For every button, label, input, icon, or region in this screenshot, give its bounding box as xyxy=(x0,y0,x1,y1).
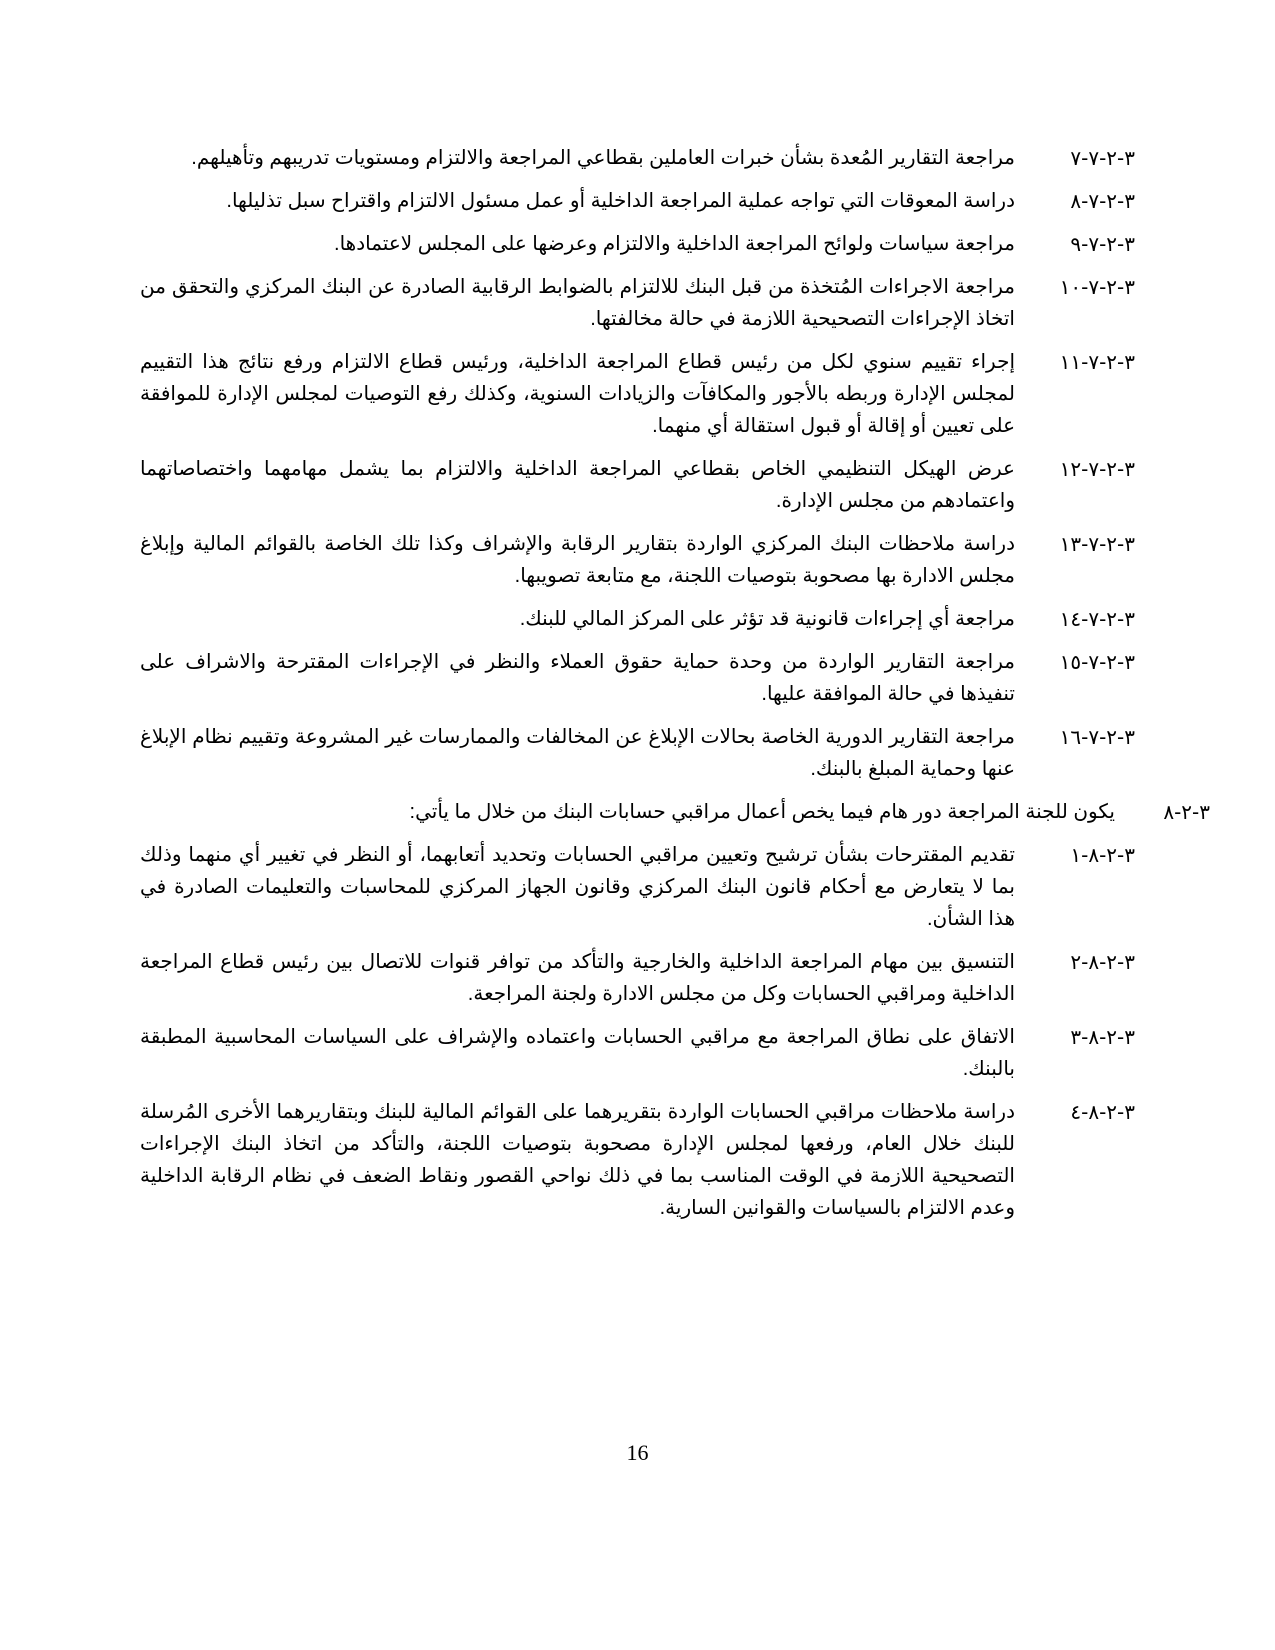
item-number: ٣-٢-٨-٣ xyxy=(1070,1025,1135,1049)
item-text: عرض الهيكل التنظيمي الخاص بقطاعي المراجعة الداخلية والالتزام بما يشمل مهامهما واختصاصاتهما واعتمادهم من مجلس الإدارة. xyxy=(140,458,1015,512)
item-number: ٣-٢-٨-٤ xyxy=(1070,1100,1135,1124)
item-number: ٣-٢-٨-١ xyxy=(1070,843,1135,867)
sub-item xyxy=(140,1096,1135,1224)
item-text: التنسيق بين مهام المراجعة الداخلية والخارجية والتأكد من توافر قنوات للاتصال بين رئيس قطاع المراجعة الداخلية ومراقبي الحسابات وكل من مجلس الادارة ولجنة المراجعة. xyxy=(140,951,1015,1005)
sub-item xyxy=(140,271,1135,335)
sub-item xyxy=(140,721,1135,785)
sub-item xyxy=(140,839,1135,935)
item-text: يكون للجنة المراجعة دور هام فيما يخص أعمال مراقبي حسابات البنك من خلال ما يأتي: xyxy=(409,801,1115,823)
item-number: ٣-٢-٧-١٢ xyxy=(1059,457,1135,481)
sub-item xyxy=(140,228,1135,260)
sub-item xyxy=(140,646,1135,710)
sub-item xyxy=(140,346,1135,442)
item-number: ٣-٢-٧-١٠ xyxy=(1059,275,1135,299)
item-text: مراجعة التقارير المُعدة بشأن خبرات العاملين بقطاعي المراجعة والالتزام ومستويات تدريبهم وتأهيلهم. xyxy=(191,147,1015,169)
item-text: تقديم المقترحات بشأن ترشيح وتعيين مراقبي الحسابات وتحديد أتعابهما، أو النظر في تغيير أي منهما وذلك بما لا يتعارض مع أحكام قانون البنك المركزي وقانون الجهاز المركزي للمحاسبات والتعليمات الصادرة في هذا الشأن. xyxy=(140,844,1015,930)
section-item xyxy=(140,796,1210,828)
sub-item xyxy=(140,453,1135,517)
item-text: مراجعة التقارير الدورية الخاصة بحالات الإبلاغ عن المخالفات والممارسات غير المشروعة وتقييم نظام الإبلاغ عنها وحماية المبلغ بالبنك. xyxy=(140,726,1015,780)
item-number: ٣-٢-٧-١٥ xyxy=(1059,650,1135,674)
item-text: مراجعة أي إجراءات قانونية قد تؤثر على المركز المالي للبنك. xyxy=(519,608,1015,630)
item-text: الاتفاق على نطاق المراجعة مع مراقبي الحسابات واعتماده والإشراف على السياسات المحاسبية المطبقة بالبنك. xyxy=(140,1026,1015,1080)
sub-item xyxy=(140,185,1135,217)
sub-item xyxy=(140,142,1135,174)
item-text: مراجعة سياسات ولوائح المراجعة الداخلية والالتزام وعرضها على المجلس لاعتمادها. xyxy=(334,233,1015,255)
sub-item xyxy=(140,528,1135,592)
item-number: ٣-٢-٧-١١ xyxy=(1059,350,1135,374)
item-number: ٣-٢-٨ xyxy=(1163,800,1210,824)
document-body xyxy=(140,142,1210,1235)
item-text: مراجعة الاجراءات المُتخذة من قبل البنك للالتزام بالضوابط الرقابية الصادرة عن البنك المركزي والتحقق من اتخاذ الإجراءات التصحيحية اللازمة في حالة مخالفتها. xyxy=(140,276,1015,330)
page-number: 16 xyxy=(626,1440,649,1465)
item-text: دراسة ملاحظات البنك المركزي الواردة بتقارير الرقابة والإشراف وكذا تلك الخاصة بالقوائم المالية وإبلاغ مجلس الادارة بها مصحوبة بتوصيات اللجنة، مع متابعة تصويبها. xyxy=(140,533,1015,587)
item-number: ٣-٢-٧-٩ xyxy=(1070,232,1135,256)
item-text: إجراء تقييم سنوي لكل من رئيس قطاع المراجعة الداخلية، ورئيس قطاع الالتزام ورفع نتائج هذا التقييم لمجلس الإدارة وربطه بالأجور والمكافآت والزيادات السنوية، وكذلك رفع التوصيات لمجلس الإدارة للموافقة على تعيين أو إقالة أو قبول استقالة أي منهما. xyxy=(140,351,1015,437)
sub-item xyxy=(140,946,1135,1010)
item-text: مراجعة التقارير الواردة من وحدة حماية حقوق العملاء والنظر في الإجراءات المقترحة والاشراف على تنفيذها في حالة الموافقة عليها. xyxy=(140,651,1015,705)
sub-item xyxy=(140,1021,1135,1085)
item-text: دراسة ملاحظات مراقبي الحسابات الواردة بتقريرهما على القوائم المالية للبنك وبتقاريرهما الأخرى المُرسلة للبنك خلال العام، ورفعها لمجلس الإدارة مصحوبة بتوصيات اللجنة، والتأكد من اتخاذ البنك الإجراءات التصحيحية اللازمة في الوقت المناسب بما في ذلك نواحي القصور ونقاط الضعف في نظام الرقابة الداخلية وعدم الالتزام بالسياسات والقوانين السارية. xyxy=(140,1101,1015,1219)
sub-item xyxy=(140,603,1135,635)
item-number: ٣-٢-٧-٧ xyxy=(1070,146,1135,170)
item-number: ٣-٢-٧-١٣ xyxy=(1059,532,1135,556)
item-number: ٣-٢-٧-٨ xyxy=(1070,189,1135,213)
item-number: ٣-٢-٧-١٤ xyxy=(1059,607,1135,631)
item-number: ٣-٢-٧-١٦ xyxy=(1059,725,1135,749)
item-text: دراسة المعوقات التي تواجه عملية المراجعة الداخلية أو عمل مسئول الالتزام واقتراح سبل تذليلها. xyxy=(226,190,1015,212)
item-number: ٣-٢-٨-٢ xyxy=(1070,950,1135,974)
